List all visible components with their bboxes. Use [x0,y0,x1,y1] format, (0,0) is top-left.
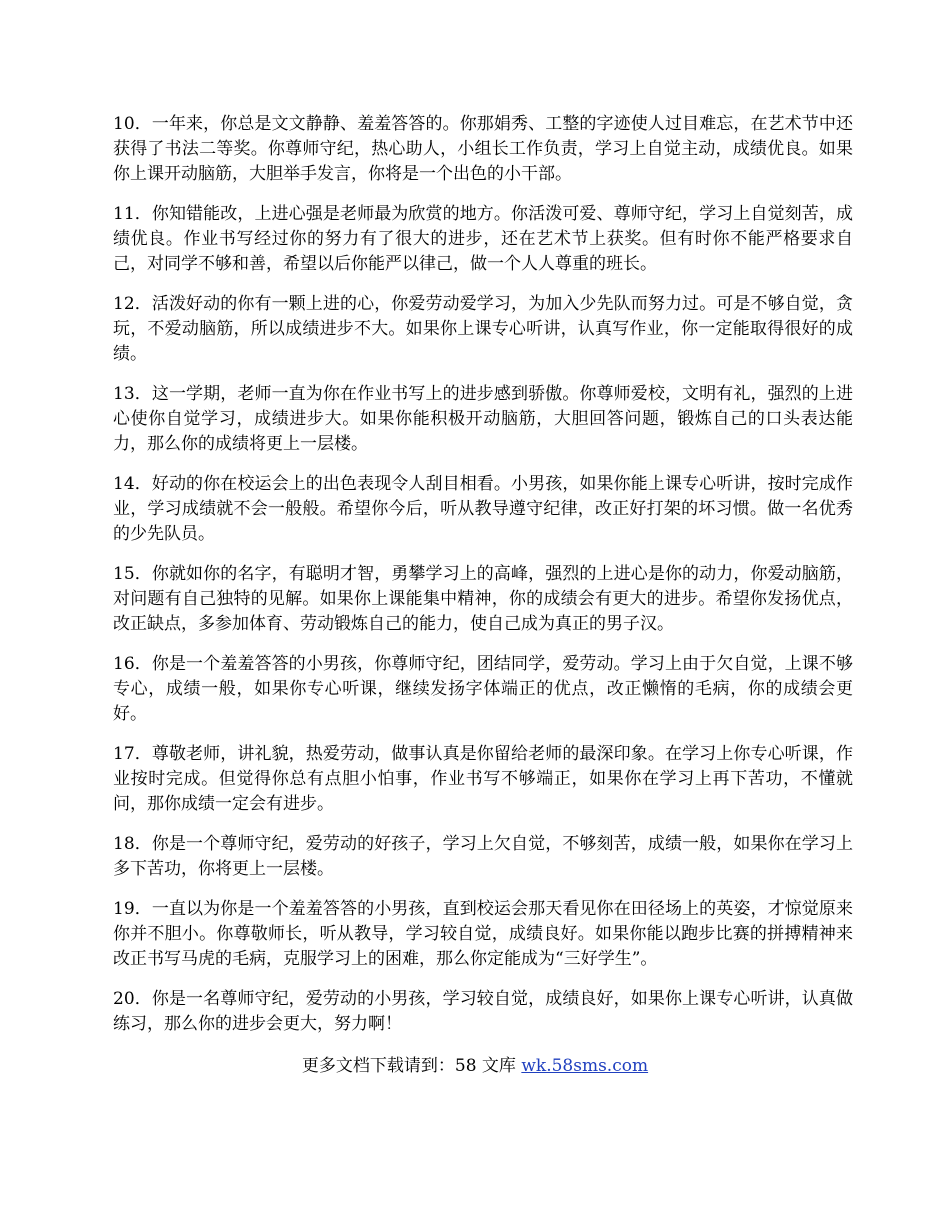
comment-paragraph-14: 14．好动的你在校运会上的出色表现令人刮目相看。小男孩，如果你能上课专心听讲，按时完成作业，学习成绩就不会一般般。希望你今后，听从教导遵守纪律，改正好打架的坏习惯。做一名优秀的少先队员。 [113,474,853,544]
comment-paragraph-17: 17．尊敬老师，讲礼貌，热爱劳动，做事认真是你留给老师的最深印象。在学习上你专心听课，作业按时完成。但觉得你总有点胆小怕事，作业书写不够端正，如果你在学习上再下苦功，不懂就问，那你成绩一定会有进步。 [113,744,853,814]
download-footer [0,1054,950,1079]
comment-paragraph-15: 15．你就如你的名字，有聪明才智，勇攀学习上的高峰，强烈的上进心是你的动力，你爱动脑筋，对问题有自己独特的见解。如果你上课能集中精神，你的成绩会有更大的进步。希望你发扬优点，改正缺点，多参加体育、劳动锻炼自己的能力，使自己成为真正的男子汉。 [113,564,853,634]
comment-paragraph-10: 10．一年来，你总是文文静静、羞羞答答的。你那娟秀、工整的字迹使人过目难忘，在艺术节中还获得了书法二等奖。你尊师守纪，热心助人，小组长工作负责，学习上自觉主动，成绩优良。如果你上课开动脑筋，大胆举手发言，你将是一个出色的小干部。 [113,114,853,184]
document-body [113,112,853,1052]
comment-paragraph-13: 13．这一学期，老师一直为你在作业书写上的进步感到骄傲。你尊师爱校，文明有礼，强烈的上进心使你自觉学习，成绩进步大。如果你能积极开动脑筋，大胆回答问题，锻炼自己的口头表达能力，那么你的成绩将更上一层楼。 [113,384,853,454]
comment-paragraph-11: 11．你知错能改，上进心强是老师最为欣赏的地方。你活泼可爱、尊师守纪，学习上自觉刻苦，成绩优良。作业书写经过你的努力有了很大的进步，还在艺术节上获奖。但有时你不能严格要求自己，对同学不够和善，希望以后你能严以律己，做一个人人尊重的班长。 [113,204,853,274]
comment-paragraph-12: 12．活泼好动的你有一颗上进的心，你爱劳动爱学习，为加入少先队而努力过。可是不够自觉，贪玩，不爱动脑筋，所以成绩进步不大。如果你上课专心听讲，认真写作业，你一定能取得很好的成绩。 [113,294,853,364]
footer-link[interactable]: wk.58sms.com [521,1056,649,1076]
comment-paragraph-18: 18．你是一个尊师守纪，爱劳动的好孩子，学习上欠自觉，不够刻苦，成绩一般，如果你在学习上多下苦功，你将更上一层楼。 [113,834,853,879]
comment-paragraph-19: 19．一直以为你是一个羞羞答答的小男孩，直到校运会那天看见你在田径场上的英姿，才惊觉原来你并不胆小。你尊敬师长，听从教导，学习较自觉，成绩良好。如果你能以跑步比赛的拼搏精神来改正书写马虎的毛病，克服学习上的困难，那么你定能成为“三好学生”。 [113,899,853,969]
comment-paragraph-20: 20．你是一名尊师守纪，爱劳动的小男孩，学习较自觉，成绩良好，如果你上课专心听讲，认真做练习，那么你的进步会更大，努力啊！ [113,989,853,1034]
comment-paragraph-16: 16．你是一个羞羞答答的小男孩，你尊师守纪，团结同学，爱劳动。学习上由于欠自觉，上课不够专心，成绩一般，如果你专心听课，继续发扬字体端正的优点，改正懒惰的毛病，你的成绩会更好。 [113,654,853,724]
footer-text: 更多文档下载请到：58 文库 [301,1056,522,1076]
